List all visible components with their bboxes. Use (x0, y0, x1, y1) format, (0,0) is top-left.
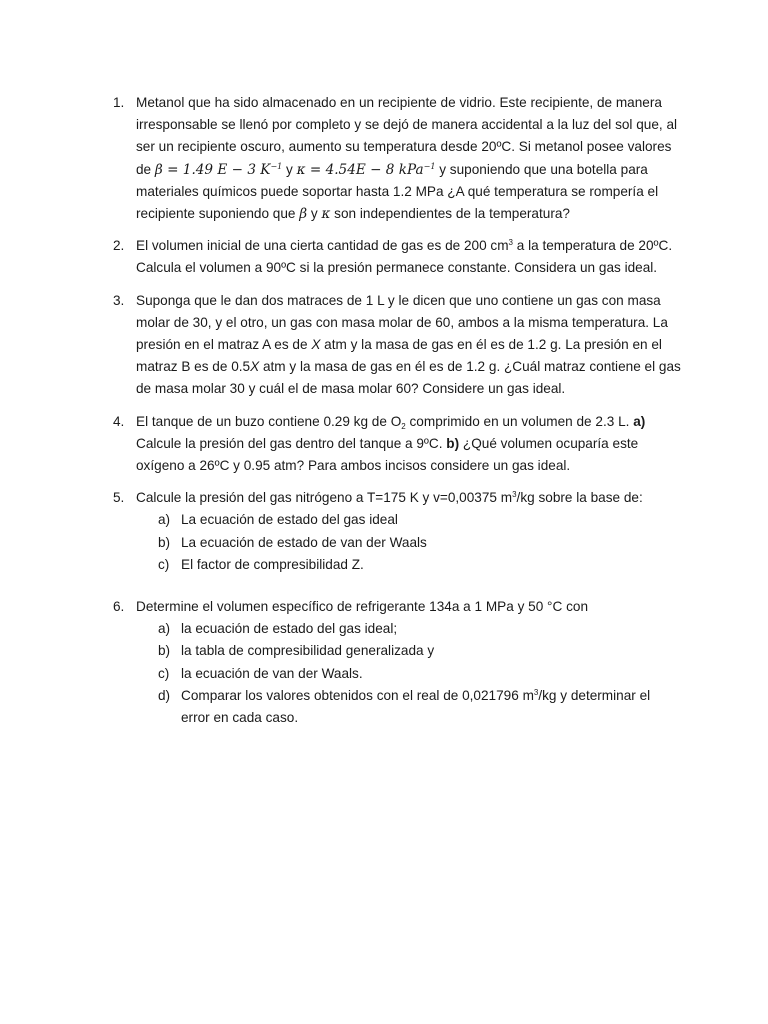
text-segment: son independientes de la temperatura? (330, 206, 570, 222)
text-segment: atm y la masa de gas en él es de 1.2 g. La presión en el matraz B es de 0.5 (136, 337, 662, 375)
problem-text (136, 487, 681, 509)
problem-3 (106, 290, 681, 401)
problem-number: 6. (113, 599, 125, 615)
text-segment: Suponga que le dan dos matraces de 1 L y le dicen que uno contiene un gas con masa molar de 30, y el otro, un gas con masa molar de 60, ambos a la misma temperatura. La presión en el matraz A es de (136, 292, 668, 353)
math-variable: X (250, 359, 260, 375)
math-variable: X (311, 337, 321, 353)
subitem-list (136, 509, 681, 576)
problem-list (106, 92, 681, 739)
subitem-text: la tabla de compresibilidad generalizada y (181, 643, 435, 659)
subitem-text: la ecuación de van der Waals. (181, 665, 363, 681)
subitem-letter: d) (158, 687, 171, 703)
superscript: 3 (533, 687, 539, 697)
subitem-text: la ecuación de estado del gas ideal; (181, 621, 398, 637)
subitem (136, 509, 681, 531)
subitem-letter: b) (158, 643, 171, 659)
subitem-text (181, 688, 650, 725)
subitem (136, 618, 681, 640)
text-segment: ¿Qué volumen ocuparía este oxígeno a 26ºC y 0.95 atm? Para ambos incisos considere un gas ideal. (136, 435, 639, 474)
subitem (136, 663, 681, 685)
superscript: 3 (512, 490, 517, 500)
text-segment: a la temperatura de 20ºC. Calcula el volumen a 90ºC si la presión permanece constante. Considera un gas ideal. (136, 238, 673, 276)
text-segment: y (307, 206, 322, 222)
subscript: 2 (401, 421, 406, 431)
problem-text (136, 290, 681, 401)
text-segment: Calcule la presión del gas nitrógeno a T=175 K y v=0,00375 m (136, 490, 513, 506)
problem-text (136, 92, 681, 225)
subitem (136, 532, 681, 554)
part-label: b) (446, 435, 460, 451)
problem-number: 1. (113, 95, 125, 110)
problem-2 (106, 235, 681, 279)
math-kappa-value: κ = 4.54E − 8 kPa (296, 161, 424, 178)
text-segment: comprimido en un volumen de 2.3 L. (405, 413, 634, 429)
math-superscript: −1 (423, 161, 436, 171)
text-segment: atm y la masa de gas en él es de 1.2 g. ¿Cuál matraz contiene el gas de masa molar 30 y cuál el de masa molar 60? Considere un gas ideal. (136, 359, 681, 397)
math-kappa-symbol: κ (321, 206, 331, 223)
superscript: 3 (508, 238, 513, 248)
problem-5 (106, 487, 681, 576)
problem-4 (106, 411, 681, 478)
text-segment: /kg y determinar el error en cada caso. (181, 687, 651, 726)
subitem-text: La ecuación de estado de van der Waals (181, 534, 427, 550)
problem-number: 4. (113, 413, 125, 429)
text-segment: y (282, 161, 297, 177)
subitem-text: El factor de compresibilidad Z. (181, 556, 364, 572)
problem-text (136, 235, 681, 279)
text-segment: El volumen inicial de una cierta cantidad de gas es de 200 cm (136, 238, 509, 254)
text-segment: Calcule la presión del gas dentro del tanque a 9ºC. (136, 435, 447, 451)
text-segment: y suponiendo que una botella para materiales químicos puede soportar hasta 1.2 MPa ¿A qué temperatura se rompería el recipiente suponiendo que (136, 161, 659, 222)
math-beta-value: β = 1.49 E − 3 K (154, 161, 271, 178)
text-segment: El tanque de un buzo contiene 0.29 kg de O (136, 413, 402, 429)
subitem-letter: c) (158, 665, 170, 681)
problem-text: Determine el volumen específico de refrigerante 134a a 1 MPa y 50 °C con (136, 599, 589, 615)
text-segment: Comparar los valores obtenidos con el real de 0,021796 m (181, 687, 534, 703)
problem-number: 2. (113, 238, 125, 254)
subitem (136, 685, 681, 729)
problem-1 (106, 92, 681, 225)
subitem-letter: c) (158, 556, 170, 572)
problem-number: 5. (113, 490, 125, 506)
subitem-letter: a) (158, 512, 171, 528)
subitem-list (136, 618, 681, 729)
problem-6 (106, 596, 681, 729)
part-label: a) (633, 413, 646, 429)
subitem (136, 640, 681, 662)
text-segment: Metanol que ha sido almacenado en un recipiente de vidrio. Este recipiente, de manera irresponsable se llenó por completo y se dejó de manera accidental a la luz del sol que, al ser un recipiente oscuro, aumento su temperatura desde 20ºC. Si metanol posee valores de (136, 95, 678, 177)
problem-text (136, 411, 681, 478)
subitem-text: La ecuación de estado del gas ideal (181, 512, 398, 528)
problem-number: 3. (113, 292, 125, 308)
subitem-letter: b) (158, 534, 171, 550)
text-segment: /kg sobre la base de: (516, 490, 643, 506)
subitem-letter: a) (158, 621, 171, 637)
math-superscript: −1 (270, 161, 283, 171)
subitem (136, 554, 681, 576)
math-beta-symbol: β (299, 206, 308, 223)
